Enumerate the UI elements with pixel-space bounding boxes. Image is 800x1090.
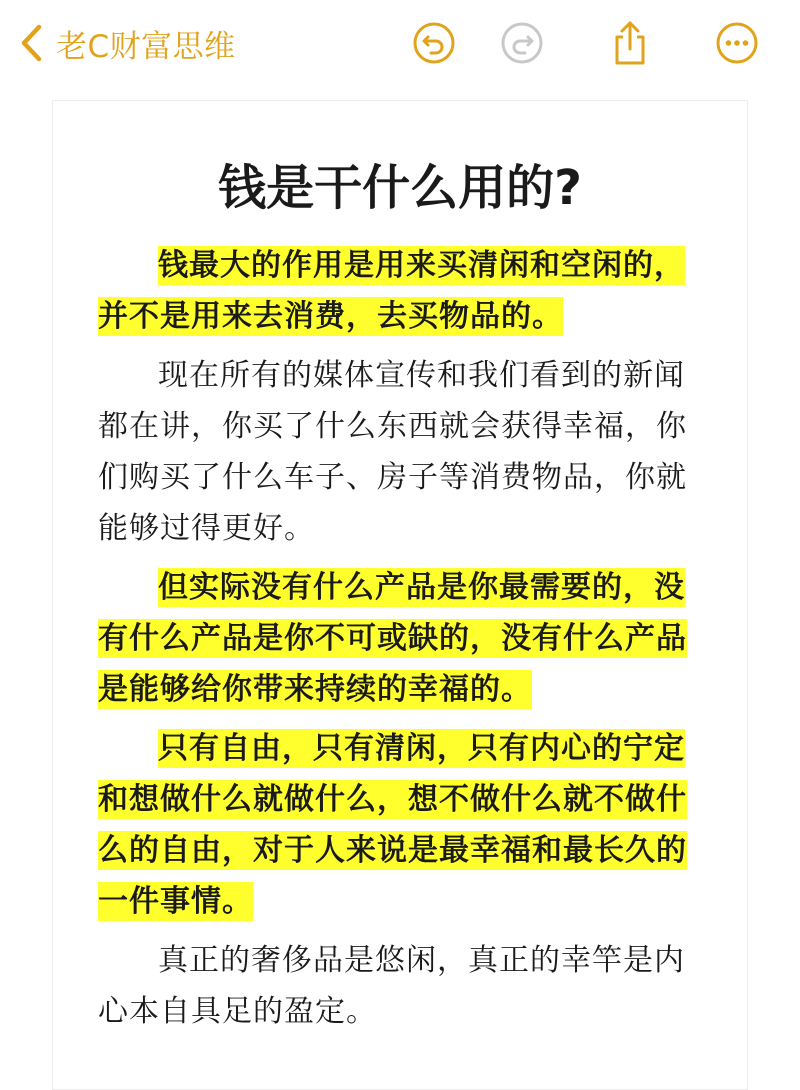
chevron-left-icon <box>18 23 44 63</box>
note-body[interactable] <box>98 240 698 1045</box>
paragraph-text: 但实际没有什么产品是你最需要的，没有什么产品是你不可或缺的，没有什么产品是能够给你带来持续的幸福的。 <box>98 570 687 707</box>
paragraph-text: 只有自由，只有清闲，只有内心的宁定和想做什么就做什么，想不做什么就不做什么的自由，对于人来说是最幸福和最长久的一件事情。 <box>98 731 687 919</box>
paragraph <box>98 935 698 1037</box>
back-label: 老C财富思维 <box>56 28 236 65</box>
more-button[interactable] <box>714 20 760 66</box>
paragraph-text: 现在所有的媒体宣传和我们看到的新闻都在讲，你买了什么东西就会获得幸福，你们购买了什么车子、房子等消费物品，你就能够过得更好。 <box>98 358 687 546</box>
more-icon <box>715 21 759 65</box>
share-button[interactable] <box>607 20 653 66</box>
highlighted-paragraph <box>98 723 698 927</box>
paragraph-text: 真正的奢侈品是悠闲，真正的幸竿是内心本自具足的盈定。 <box>98 943 685 1029</box>
top-toolbar <box>0 0 800 88</box>
highlighted-paragraph <box>98 562 698 715</box>
undo-button[interactable] <box>411 20 457 66</box>
paragraph-text: 钱最大的作用是用来买清闲和空闲的，并不是用来去消费，去买物品的。 <box>98 248 685 334</box>
redo-icon <box>500 21 544 65</box>
back-button[interactable] <box>18 20 236 66</box>
share-icon <box>608 19 652 67</box>
note-title: 钱是干什么用的? <box>218 160 582 216</box>
highlighted-paragraph <box>98 240 698 342</box>
paragraph <box>98 350 698 554</box>
redo-button[interactable] <box>499 20 545 66</box>
undo-icon <box>412 21 456 65</box>
